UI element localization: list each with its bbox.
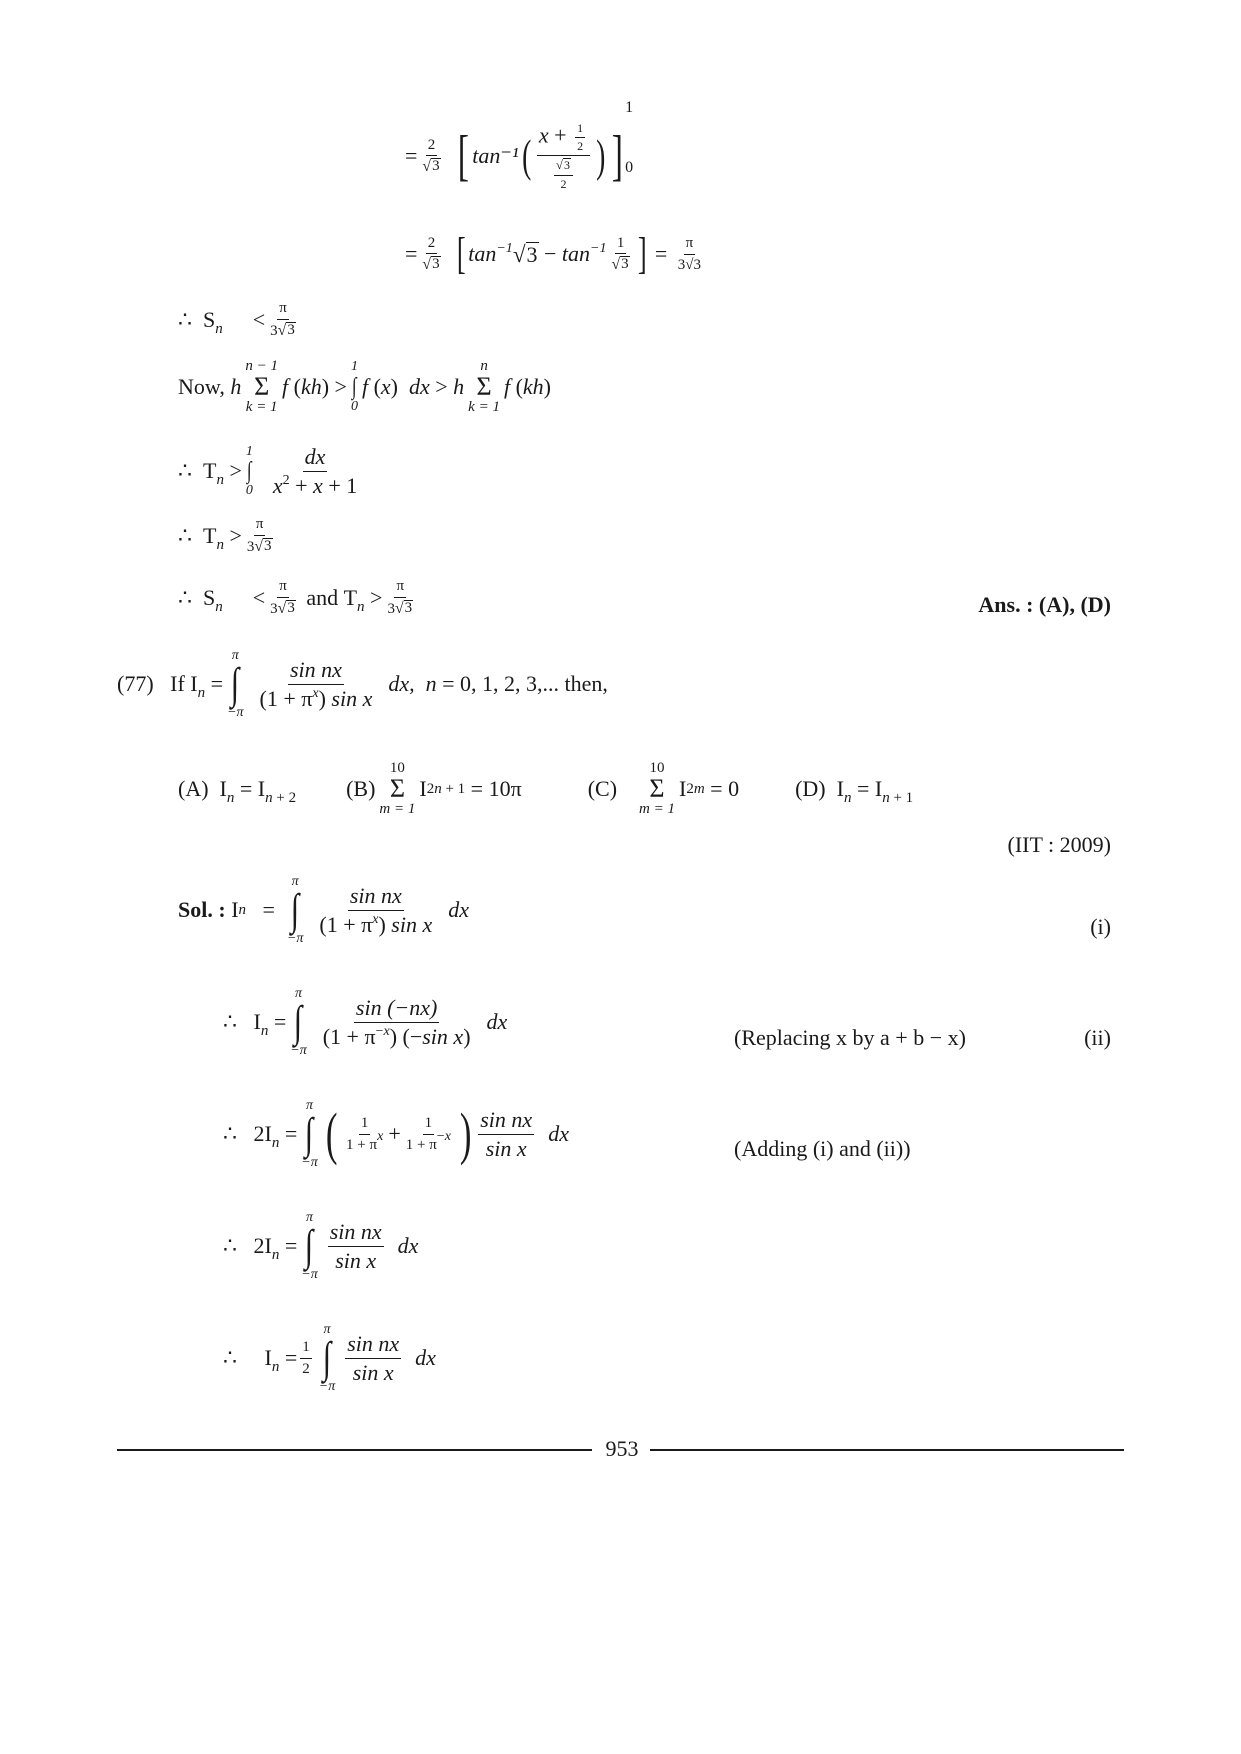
solution-eq-5: ∴ $I_n$ = $\frac{1}{2}$ π ∫ −π $\frac{\text{sin nx}}{\text{sin x}}$ dx bbox=[223, 1322, 436, 1395]
eq-tag-2: (ii) bbox=[1084, 1025, 1111, 1050]
option-c: (C) 10 Σ m = 1 I 2m = 0 bbox=[587, 760, 740, 818]
footer-rule-right bbox=[650, 1449, 1124, 1451]
final-conclusion: ∴ $S_n$ < π 3 √ 3 and $T_n$ > π 3 √ 3 bbox=[178, 578, 413, 617]
question-source: (IIT : 2009) bbox=[1007, 832, 1111, 857]
tn-bound: ∴ $T_n$ > π 3 √ 3 bbox=[178, 516, 272, 555]
option-d: (D) $I_n = I_{n + 1}$ bbox=[795, 775, 914, 806]
eq-note-2: (Replacing x by a + b − x) bbox=[734, 1025, 966, 1050]
page-number: 953 bbox=[605, 1436, 639, 1461]
solution-eq-4: ∴ $2I_n$ = π ∫ −π $\frac{\text{sin nx}}{\text{sin x}}$ dx bbox=[223, 1210, 419, 1283]
solution-eq-3: ∴ $2I_n$ = π ∫ −π ( $\frac{1}{1 + \pi^x}$ + $\frac{1}{1 + \pi^{-x}}$ ) $\frac{\text{sin nx}}{\text{sin x}}$ dx bbox=[223, 1098, 569, 1171]
equation-line-1: = 2 √ 3 [ tan⁻¹ ( x + $\frac{1}{2}$ √ 3 2 ) ] 1 0 bbox=[405, 99, 634, 191]
answer-label: Ans. : (A), (D) bbox=[978, 592, 1111, 617]
riemann-inequality: Now, h n − 1 Σ k = 1 f ( kh ) > 1 ∫ 0 f ( x ) dx > h n Σ k = 1 f ( kh ) bbox=[178, 358, 551, 416]
option-b: (B) 10 Σ m = 1 I 2n + 1 = 10π bbox=[346, 760, 522, 818]
solution-eq-1: Sol. : I n = π ∫ −π $\frac{\text{sin nx}}{(1 + \pi^x) \sin x}$ dx bbox=[178, 874, 470, 947]
conclusion-sn: ∴ $S_n$ < π 3 √ 3 bbox=[178, 300, 295, 339]
eq-tag-1: (i) bbox=[1090, 914, 1111, 939]
eq-note-3: (Adding (i) and (ii)) bbox=[734, 1136, 911, 1161]
question-77: (77) If $I_n$ = π ∫ −π $\frac{\text{sin nx}}{(1 + \pi^x) \sin x}$ dx, n = 0, 1, 2, 3,... then, bbox=[117, 648, 608, 721]
option-a: (A) $I_n = I_{n + 2}$ bbox=[178, 775, 297, 806]
fraction: x + $\frac{1}{2}$ √ 3 2 bbox=[537, 122, 590, 191]
solution-eq-2: ∴ $I_n$ = π ∫ −π $\frac{\sin (-nx)}{(1 + \pi^{-x}) (-\sin x)}$ dx bbox=[223, 986, 508, 1059]
tn-integral: ∴ $T_n$ > 1 ∫ 0 $\frac{dx}{x^2 + x + 1}$ bbox=[178, 443, 358, 499]
fraction: 2 √ 3 bbox=[422, 136, 440, 176]
footer-rule-left bbox=[117, 1449, 592, 1451]
equation-line-2: = 2 √ 3 [ $\tan^{-1}$ √ 3 − $\tan^{-1}$ 1 √ 3 ] = $\frac{\pi}{3√3}$ bbox=[405, 229, 701, 278]
options-row bbox=[178, 760, 913, 818]
